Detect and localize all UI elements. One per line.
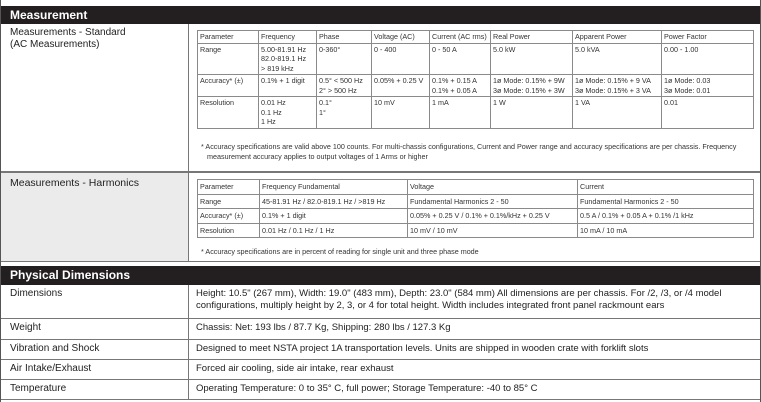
table-cell <box>259 43 317 75</box>
note-line: measurement accuracy applies to output voltages of 1 Arms or higher <box>207 151 428 161</box>
table-cell <box>662 75 754 97</box>
table-cell <box>430 75 491 97</box>
cell-line: 0.01 Hz <box>261 98 286 107</box>
table-cell: 0.05% + 0.25 V / 0.1% + 0.1%/kHz + 0.25 V <box>408 209 578 224</box>
cell-line: 1 Hz <box>261 117 276 126</box>
table-cell <box>662 97 754 129</box>
cell-line: 0 - 400 <box>374 44 397 54</box>
cell-line: 0.00 - 1.00 <box>664 44 699 54</box>
cell-line: 5.0 kVA <box>575 44 600 54</box>
cell-line: 0.1 Hz <box>261 107 282 117</box>
standard-measurement-table <box>197 30 754 129</box>
standard-note <box>201 142 751 161</box>
table-cell: Range <box>198 194 260 209</box>
column-header: Real Power <box>491 31 573 44</box>
table-cell: 10 mA / 10 mA <box>578 223 754 238</box>
cell-line: 5.00-81.91 Hz <box>261 44 307 54</box>
table-cell <box>372 97 430 129</box>
row-label-standard <box>1 24 189 171</box>
row-label: Weight <box>1 319 189 339</box>
table-cell <box>573 97 662 129</box>
cell-line: Resolution <box>200 98 234 107</box>
cell-line: 0 - 50 A <box>432 44 457 54</box>
table-cell: Resolution <box>198 223 260 238</box>
section-header-measurement: Measurement <box>1 6 760 24</box>
table-cell <box>198 97 259 129</box>
table-cell <box>198 43 259 75</box>
row-label: Dimensions <box>1 285 189 318</box>
table-row <box>198 43 754 75</box>
label-line: Measurements - Standard <box>10 27 126 38</box>
table-row <box>198 223 754 238</box>
cell-line: 0.05% + 0.25 V <box>374 76 424 85</box>
harmonics-measurement-table <box>197 179 754 238</box>
table-cell <box>430 97 491 129</box>
value-line: configurations, multiply height by 2, 3, or 4 for total height. Width includes integrated front panel rackmount ears <box>196 300 665 311</box>
table-cell: 0.1% + 1 digit <box>260 209 408 224</box>
table-cell <box>317 97 372 129</box>
table-cell: 0.01 Hz / 0.1 Hz / 1 Hz <box>260 223 408 238</box>
row-value: Forced air cooling, side air intake, rear exhaust <box>196 363 394 374</box>
cell-line: 3ø Mode: 0.01 <box>664 85 711 95</box>
table-row <box>198 97 754 129</box>
table-cell <box>372 43 430 75</box>
table-cell <box>573 75 662 97</box>
cell-line: 0.5° < 500 Hz <box>319 76 363 85</box>
table-cell: Fundamental Harmonics 2 - 50 <box>578 194 754 209</box>
table-cell <box>198 75 259 97</box>
table-row <box>198 75 754 97</box>
row-label: Air Intake/Exhaust <box>1 360 189 379</box>
cell-line: 1ø Mode: 0.15% + 9 VA <box>575 76 651 85</box>
cell-line: 0.1% + 1 digit <box>261 76 305 85</box>
cell-line: 2° > 500 Hz <box>319 85 357 95</box>
cell-line: 1 VA <box>575 98 591 107</box>
section-header-physical-dimensions: Physical Dimensions <box>1 266 760 285</box>
table-cell: Accuracy* (±) <box>198 209 260 224</box>
table-cell: 45-81.91 Hz / 82.0-819.1 Hz / >819 Hz <box>260 194 408 209</box>
column-header: Current <box>578 180 754 195</box>
column-header: Phase <box>317 31 372 44</box>
table-cell <box>372 75 430 97</box>
cell-line: 0.1° <box>319 98 332 107</box>
table-row <box>198 209 754 224</box>
table-cell <box>491 43 573 75</box>
value-line: Height: 10.5" (267 mm), Width: 19.0" (483 mm), Depth: 23.0" (584 mm) All dimensions are per chassis. For /2, /3, or /4 model <box>196 288 722 299</box>
row-value <box>190 285 760 318</box>
table-cell <box>259 75 317 97</box>
cell-line: 3ø Mode: 0.15% + 3W <box>493 85 565 95</box>
cell-line: 1 W <box>493 98 506 107</box>
cell-line: 1 mA <box>432 98 449 107</box>
cell-line: Range <box>200 44 222 54</box>
table-header-row <box>198 180 754 195</box>
cell-line: 1ø Mode: 0.03 <box>664 76 711 85</box>
column-header: Frequency <box>259 31 317 44</box>
row-value: Designed to meet NSTA project 1A transportation levels. Units are shipped in wooden crate with forklift slots <box>196 343 649 354</box>
cell-line: 1ø Mode: 0.15% + 9W <box>493 76 565 85</box>
row-label: Temperature <box>1 380 189 399</box>
column-header: Voltage (AC) <box>372 31 430 44</box>
cell-line: 0.1% + 0.15 A <box>432 76 477 85</box>
label-line: (AC Measurements) <box>10 39 100 50</box>
column-header: Frequency Fundamental <box>260 180 408 195</box>
table-cell <box>491 75 573 97</box>
row-weight <box>1 319 760 340</box>
table-cell <box>662 43 754 75</box>
column-header: Power Factor <box>662 31 754 44</box>
table-cell <box>491 97 573 129</box>
cell-line: Accuracy* (±) <box>200 76 244 85</box>
table-row <box>198 194 754 209</box>
cell-line: 5.0 kW <box>493 44 516 54</box>
table-cell <box>430 43 491 75</box>
table-cell: 0.5 A / 0.1% + 0.05 A + 0.1% /1 kHz <box>578 209 754 224</box>
column-header: Apparent Power <box>573 31 662 44</box>
cell-line: > 819 kHz <box>261 63 294 73</box>
column-header: Parameter <box>198 31 259 44</box>
cell-line: 10 mV <box>374 98 395 107</box>
row-label-harmonics: Measurements - Harmonics <box>1 173 189 261</box>
column-header: Parameter <box>198 180 260 195</box>
table-cell: Fundamental Harmonics 2 - 50 <box>408 194 578 209</box>
cell-line: 0.01 <box>664 98 678 107</box>
column-header: Voltage <box>408 180 578 195</box>
table-cell <box>317 43 372 75</box>
table-cell <box>317 75 372 97</box>
table-cell <box>573 43 662 75</box>
row-temperature <box>1 380 760 400</box>
row-air-intake-exhaust <box>1 360 760 380</box>
cell-line: 1° <box>319 107 326 117</box>
table-header-row <box>198 31 754 44</box>
row-value: Operating Temperature: 0 to 35° C, full power; Storage Temperature: -40 to 85° C <box>196 383 538 394</box>
note-line: * Accuracy specifications are valid above 100 counts. For multi-chassis configurations, Current and Power range and accuracy specifications are per chassis. Frequency <box>201 142 737 151</box>
table-cell: 10 mV / 10 mV <box>408 223 578 238</box>
cell-line: 82.0-819.1 Hz <box>261 54 307 63</box>
cell-line: 0-360° <box>319 44 341 54</box>
row-label: Vibration and Shock <box>1 340 189 359</box>
row-value: Chassis: Net: 193 lbs / 87.7 Kg, Shipping: 280 lbs / 127.3 Kg <box>196 322 451 333</box>
harmonics-note: * Accuracy specifications are in percent of reading for single unit and three phase mode <box>201 247 479 256</box>
cell-line: 3ø Mode: 0.15% + 3 VA <box>575 85 651 95</box>
cell-line: 0.1% + 0.05 A <box>432 85 477 95</box>
column-header: Current (AC rms) <box>430 31 491 44</box>
row-dimensions <box>1 285 760 319</box>
row-vibration-shock <box>1 340 760 360</box>
table-cell <box>259 97 317 129</box>
